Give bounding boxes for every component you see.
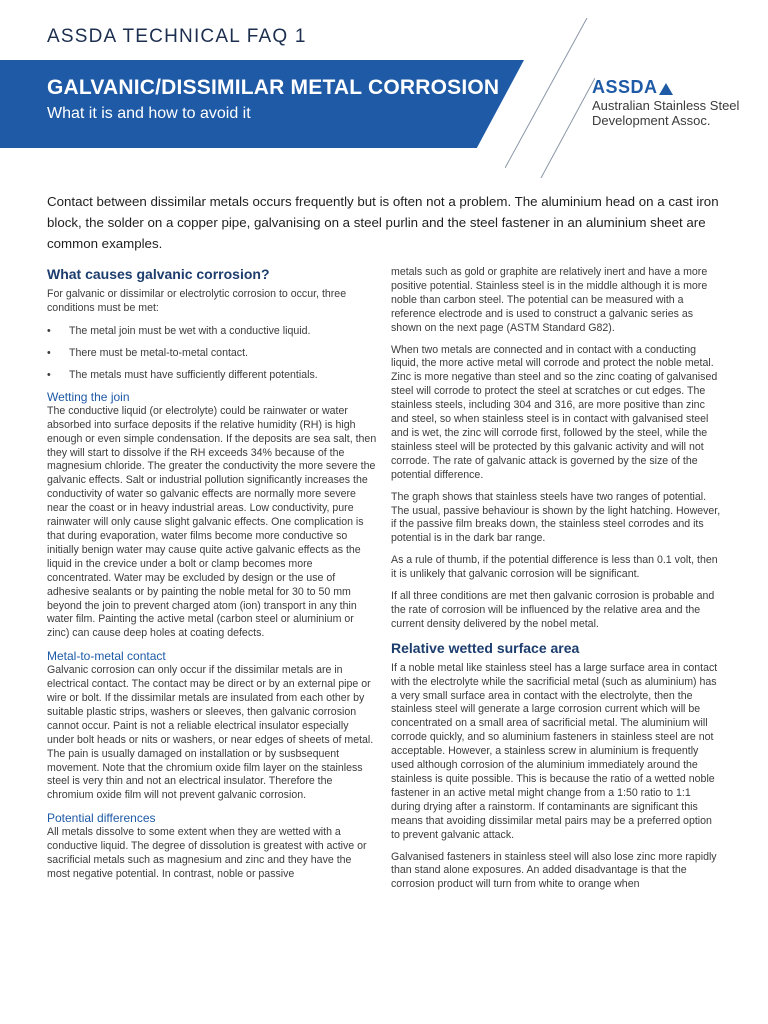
paragraph: When two metals are connected and in contact with a conducting liquid, the more active metal will corrode and protect the noble metal. Zinc is more negative than steel and so the zinc coating of galvanised steel will corrode to protect the steel at scratches or cut edges. The stainless steels, including 304 and 316, are more positive than zinc and steel, so when stainless steel is in contact with galvanised steel and is wet, the zinc will corrode first, followed by the steel, while the stainless steel will be protected by this galvanic activity and will not corrode. The rate of galvanic attack is governed by the size of the potential difference. xyxy=(391,343,718,481)
paragraph: If all three conditions are met then galvanic corrosion is probable and the rate of corrosion will be influenced by the relative area and the current density delivered by the nobel metal. xyxy=(391,590,715,630)
list-item: • The metals must have sufficiently different potentials. xyxy=(47,368,377,382)
intro-paragraph: Contact between dissimilar metals occurs frequently but is often not a problem. The aluminium head on a cast iron block, the solder on a copper pipe, galvanising on a steel purlin and the steel fastener in an aluminium sheet are common examples. xyxy=(47,194,719,251)
causes-heading: What causes galvanic corrosion? xyxy=(47,266,270,282)
contact-text: Galvanic corrosion can only occur if the dissimilar metals are in electrical contact. The contact may be direct or by an external pipe or wire or bolt. If the dissimilar metals are insulated from each other by suitable plastic strips, washers or sleeves, then galvanic corrosion cannot occur. Paint is not a reliable electrical insulator especially under bolt heads or nits or washers, or near edges of sheets of metal. The pain is usually damaged on installation or by susbsequent movement. Note that the chromium oxide film layer on the stainless steel is very thin and not an electrical insulator. Therefore the chromium oxide film will not prevent galvanic corrosion. xyxy=(47,664,374,802)
wetting-text: The conductive liquid (or electrolyte) could be rainwater or water absorbed into surface deposits if the relative humidity (RH) is high enough or even simple condensation. If the deposits are sea salt, then they will start to dissolve if the RH exceeds 34% because of the magnesium chloride. The greater the conductivity the more severe the galvanic effects. Salt or industrial pollution significantly increases the conductivity of water so galvanic effects are normally more severe near the coast or in heavy industrial areas. Low conductivity, pure rainwater will only cause slight galvanic effects. One complication is that during evaporation, water films become more conductive so initially benign water may cause quite active galvanic effects as the liquid in the crevice under a bolt or clamp becomes more concentrated. Water may be excluded by design or the use of adhesive sealants or by painting the noble metal for 30 to 50 mm beyond the join to prevent charged atom (ion) transport in any thin water film. Painting the active metal (carbon steel or aluminium or zinc) can cause deep holes at coating defects. xyxy=(47,404,377,640)
contact-heading: Metal-to-metal contact xyxy=(47,649,166,664)
assda-logo xyxy=(592,77,762,128)
wetting-heading: Wetting the join xyxy=(47,389,130,404)
paragraph: The graph shows that stainless steels have two ranges of potential. The usual, passive behaviour is shown by the light hatching. However, if the passive film breaks down, the stainless steel corrodes and its potential is in the dark bar range. xyxy=(391,490,721,545)
conditions-list xyxy=(47,324,377,382)
paragraph: metals such as gold or graphite are relatively inert and have a more positive potential. Stainless steel is in the middle although it is more noble than carbon steel. The potential can be measured with a reference electrode and is used to construct a galvanic series as shown on the next page (ASTM Standard G82). xyxy=(391,266,708,334)
right-column xyxy=(391,266,721,900)
decorative-lines xyxy=(505,18,595,178)
potential-heading: Potential differences xyxy=(47,811,156,826)
potential-text: All metals dissolve to some extent when they are wetted with a conductive liquid. The degree of dissolution is greatest with active or sacrificial metals such as magnesium and zinc and they have the most negative potential. In contrast, noble or passive xyxy=(47,826,367,880)
paragraph: As a rule of thumb, if the potential difference is less than 0.1 volt, then it is unlikely that galvanic corrosion will be significant. xyxy=(391,554,718,581)
list-item: • There must be metal-to-metal contact. xyxy=(47,346,377,360)
logo-mark xyxy=(592,77,762,98)
left-column xyxy=(47,266,377,890)
logo-line-2: Development Assoc. xyxy=(592,113,711,128)
title-banner xyxy=(0,60,524,148)
logo-triangle-icon xyxy=(659,83,673,95)
causes-intro: For galvanic or dissimilar or electrolytic corrosion to occur, three conditions must be met: xyxy=(47,288,347,314)
area-heading: Relative wetted surface area xyxy=(391,639,580,656)
page-title: GALVANIC/DISSIMILAR METAL CORROSION xyxy=(47,76,500,99)
page-subtitle: What it is and how to avoid it xyxy=(47,105,251,122)
faq-label: ASSDA TECHNICAL FAQ 1 xyxy=(47,26,307,47)
list-item: • The metal join must be wet with a conductive liquid. xyxy=(47,324,377,338)
paragraph: Galvanised fasteners in stainless steel will also lose zinc more rapidly than stand alone exposures. An added disadvantage is that the corrosion product will turn from white to orange when xyxy=(391,850,717,891)
logo-acronym: ASSDA xyxy=(592,77,658,97)
paragraph: If a noble metal like stainless steel has a large surface area in contact with the electrolyte while the sacrificial metal (such as aluminium) has a very small surface area in contact with the electrolyte, then the stainless steel will generate a large corrosion current which will be concentrated on a small area of sacrificial metal. The aluminium will corrode quickly, and so aluminium fasteners in stainless steel are not acceptable. However, a stainless screw in aluminium is frequently used although corrosion of the aluminium immediately around the stainless is quite possible. This is because the ratio of a wetted noble fastener in an active metal might change from a 1:50 ratio to 1:1 during drying after a rainstorm. If contaminants are significant this means that avoiding dissimilar metal pairs may be a preferred option to prevent galvanic attack. xyxy=(391,661,718,841)
logo-line-1: Australian Stainless Steel xyxy=(592,98,740,113)
